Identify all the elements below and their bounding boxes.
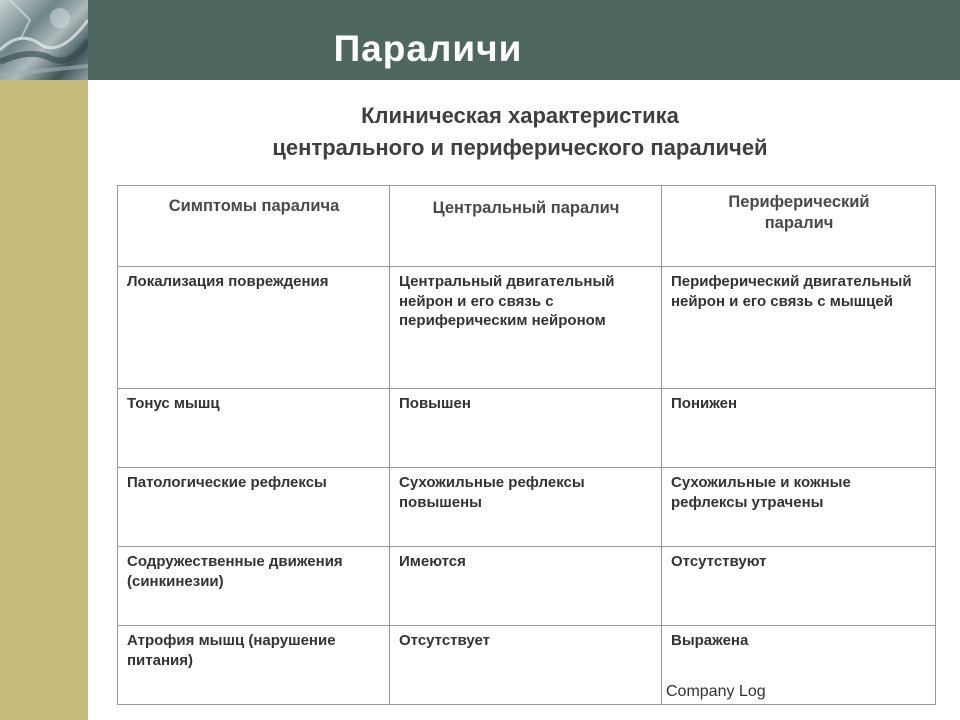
cell-central: Отсутствует (390, 626, 662, 705)
cell-peripheral: Периферический двигательный нейрон и его связь с мышцей (662, 267, 936, 389)
table-header-row (118, 186, 936, 267)
table-row (118, 468, 936, 547)
table-row (118, 389, 936, 468)
cell-central: Повышен (390, 389, 662, 468)
header-central: Центральный паралич (390, 186, 662, 267)
cell-peripheral: Понижен (662, 389, 936, 468)
cell-symptom: Тонус мышц (118, 389, 390, 468)
cell-peripheral: Сухожильные и кожные рефлексы утрачены (662, 468, 936, 547)
side-accent-bar (0, 80, 88, 720)
cell-central: Сухожильные рефлексы повышены (390, 468, 662, 547)
footer-company-logo-text: Company Log (666, 683, 766, 700)
cell-symptom: Локализация повреждения (118, 267, 390, 389)
cell-peripheral: Выражена (662, 626, 936, 705)
cell-symptom: Атрофия мышц (нарушение питания) (118, 626, 390, 705)
cell-central: Имеются (390, 547, 662, 626)
slide-title: Параличи (333, 28, 523, 69)
table-row (118, 626, 936, 705)
header-symptoms: Симптомы паралича (118, 186, 390, 267)
subtitle-line-2: центрального и периферического параличей (272, 135, 768, 160)
comparison-table (117, 185, 936, 705)
header-photo (0, 0, 88, 80)
header-peripheral-text: Периферический паралич (728, 193, 870, 232)
slide-subtitle (160, 100, 880, 164)
cell-central: Центральный двигательный нейрон и его связь с периферическим нейроном (390, 267, 662, 389)
table-row (118, 547, 936, 626)
header-peripheral (662, 186, 936, 267)
subtitle-line-1: Клиническая характеристика (361, 103, 679, 128)
cell-symptom: Содружественные движения (синкинезии) (118, 547, 390, 626)
cell-peripheral: Отсутствуют (662, 547, 936, 626)
table-row (118, 267, 936, 389)
header-photo-art (0, 0, 88, 80)
cell-symptom: Патологические рефлексы (118, 468, 390, 547)
